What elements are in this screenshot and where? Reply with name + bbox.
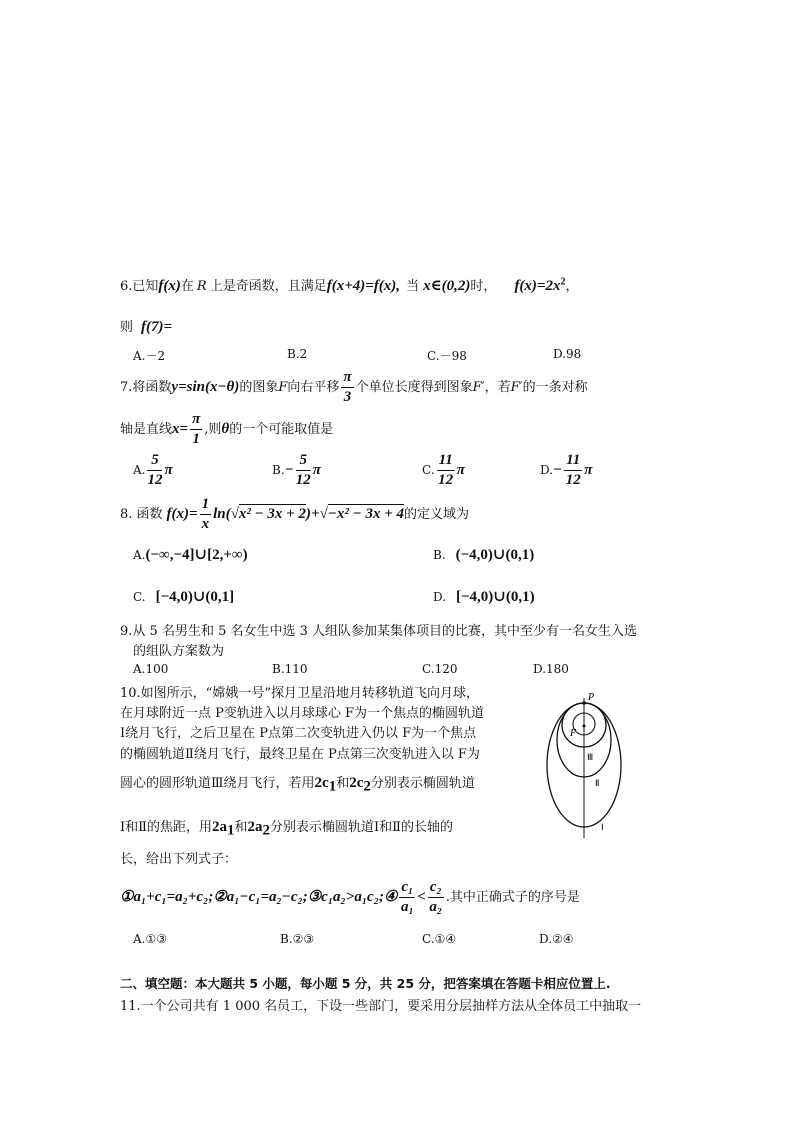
q6-option-b: B.2	[287, 347, 308, 361]
q11-text: 11.一个公司共有 1 000 名员工，下设一些部门，要采用分层抽样方法从全体员工中抽取一	[120, 999, 642, 1014]
q7-option-d-fraction: $\frac{11}{12}$	[565, 452, 581, 488]
orbit-diagram	[540, 690, 630, 840]
q9-option-a: A.100	[133, 662, 169, 676]
q6-line1: 6.已知f(x)在 R 上是奇函数，且满足f(x+4)=f(x), 当 x∈(0,2)时， $f(x)=2x^2$，	[120, 276, 579, 294]
q6-option-c: C.－98	[427, 349, 467, 363]
q10-line7: 长，给出下列式子：	[120, 852, 238, 867]
q10-option-b: B.②③	[280, 932, 315, 946]
q8-fraction: $\frac{1}{x}$	[201, 496, 210, 532]
q7-option-b: B.− $\frac{5}{12}$ π	[272, 452, 321, 488]
q8-option-d: D. [−4,0)∪(0,1)	[433, 589, 535, 605]
q10-line3: Ⅰ绕月飞行，之后卫星在 P点第二次变轨进入仍以 F为一个焦点	[120, 726, 477, 741]
q7-line1: 7.将函数y=sin(x−θ)的图象F向右平移 $\frac{\pi}{3}$ 个单位长度得到图象F′，若F′的一条对称	[120, 369, 588, 405]
q10-line1: 10.如图所示，“嫦娥一号”探月卫星沿地月转移轨道飞向月球，	[120, 686, 479, 701]
section2-heading: 二、填空题：本大题共 5 小题，每小题 5 分，共 25 分，把答案填在答题卡相应位置上.	[120, 976, 611, 991]
q8-line1: 8. 函数 f(x)= $\frac{1}{x}$ ln(√x² − 3x + 2)+√−x² − 3x + 4的定义域为	[120, 496, 470, 532]
q10-frac-2: $\frac{\text{c₂}}{\text{a₂}}$	[429, 879, 443, 915]
q10-line4: 的椭圆轨道Ⅱ绕月飞行，最终卫星在 P点第三次变轨进入以 F为	[120, 747, 480, 762]
label-f: F	[570, 728, 577, 739]
q9-option-b: B.110	[272, 662, 308, 676]
label-i: Ⅰ	[601, 822, 604, 832]
q8-sqrt-sign-2: √	[319, 506, 328, 522]
label-p: P	[588, 692, 595, 703]
q8-option-b: B. (−4,0)∪(0,1)	[433, 547, 535, 563]
q7-option-a-fraction: $\frac{5}{12}$	[147, 452, 163, 488]
q10-line2: 在月球附近一点 P变轨进入以月球球心 F为一个焦点的椭圆轨道	[120, 706, 485, 721]
q10-line5: 圆心的圆形轨道Ⅲ绕月飞行，若用$2c_1$和$2c_2$分别表示椭圆轨道	[120, 775, 475, 795]
q8-option-c: C. [−4,0)∪(0,1]	[133, 589, 235, 605]
q10-line6: Ⅰ和Ⅱ的焦距，用$2a_1$和$2a_2$分别表示椭圆轨道Ⅰ和Ⅱ的长轴的	[120, 819, 453, 839]
q10-formulas: ①a₁+c₁=a₂+c₂;②a₁−c₁=a₂−c₂;③c₁a₂>a₁c₂;④ $\frac{\text{c₁}}{\text{a₁}}$ < $\frac{\text{c₂}}{\text{a₂}}$ .其中正确式子的序号是	[120, 879, 580, 915]
q6-option-d: D.98	[553, 347, 582, 361]
q8-option-a: A.(−∞,−4]∪[2,+∞)	[133, 547, 248, 563]
q7-option-c-fraction: $\frac{11}{12}$	[438, 452, 454, 488]
q7-axis-fraction: $\frac{\pi}{1}$	[192, 411, 201, 447]
q8-sqrt-sign-1: √	[230, 506, 239, 522]
q7-shift-fraction: $\frac{\pi}{3}$	[343, 369, 352, 405]
label-ii: Ⅱ	[595, 778, 600, 788]
label-iii: Ⅲ	[587, 752, 594, 762]
q10-option-c: C.①④	[422, 932, 457, 946]
q10-frac-1: $\frac{\text{c₁}}{\text{a₁}}$	[400, 879, 414, 915]
q6-line2: 则 f(7)=	[120, 319, 173, 335]
q9-option-d: D.180	[533, 662, 569, 676]
q9-option-c: C.120	[422, 662, 458, 676]
q9-line1: 9.从 5 名男生和 5 名女生中选 3 人组队参加某集体项目的比赛，其中至少有一名女生入选	[120, 624, 638, 639]
q6-option-a: A.－2	[133, 349, 166, 363]
q7-option-d: D.− $\frac{11}{12}$ π	[540, 452, 593, 488]
q7-line2: 轴是直线x= $\frac{\pi}{1}$ ,则θ的一个可能取值是	[120, 411, 334, 447]
q7-option-c: C. $\frac{11}{12}$ π	[422, 452, 465, 488]
point-f-dot	[583, 725, 586, 728]
q9-line2: 的组队方案数为	[133, 644, 225, 659]
q10-option-d: D.②④	[539, 932, 574, 946]
point-p-dot	[582, 701, 586, 705]
q10-option-a: A.①③	[133, 932, 167, 946]
q7-option-a: A. $\frac{5}{12}$ π	[133, 452, 173, 488]
q7-option-b-fraction: $\frac{5}{12}$	[295, 452, 311, 488]
